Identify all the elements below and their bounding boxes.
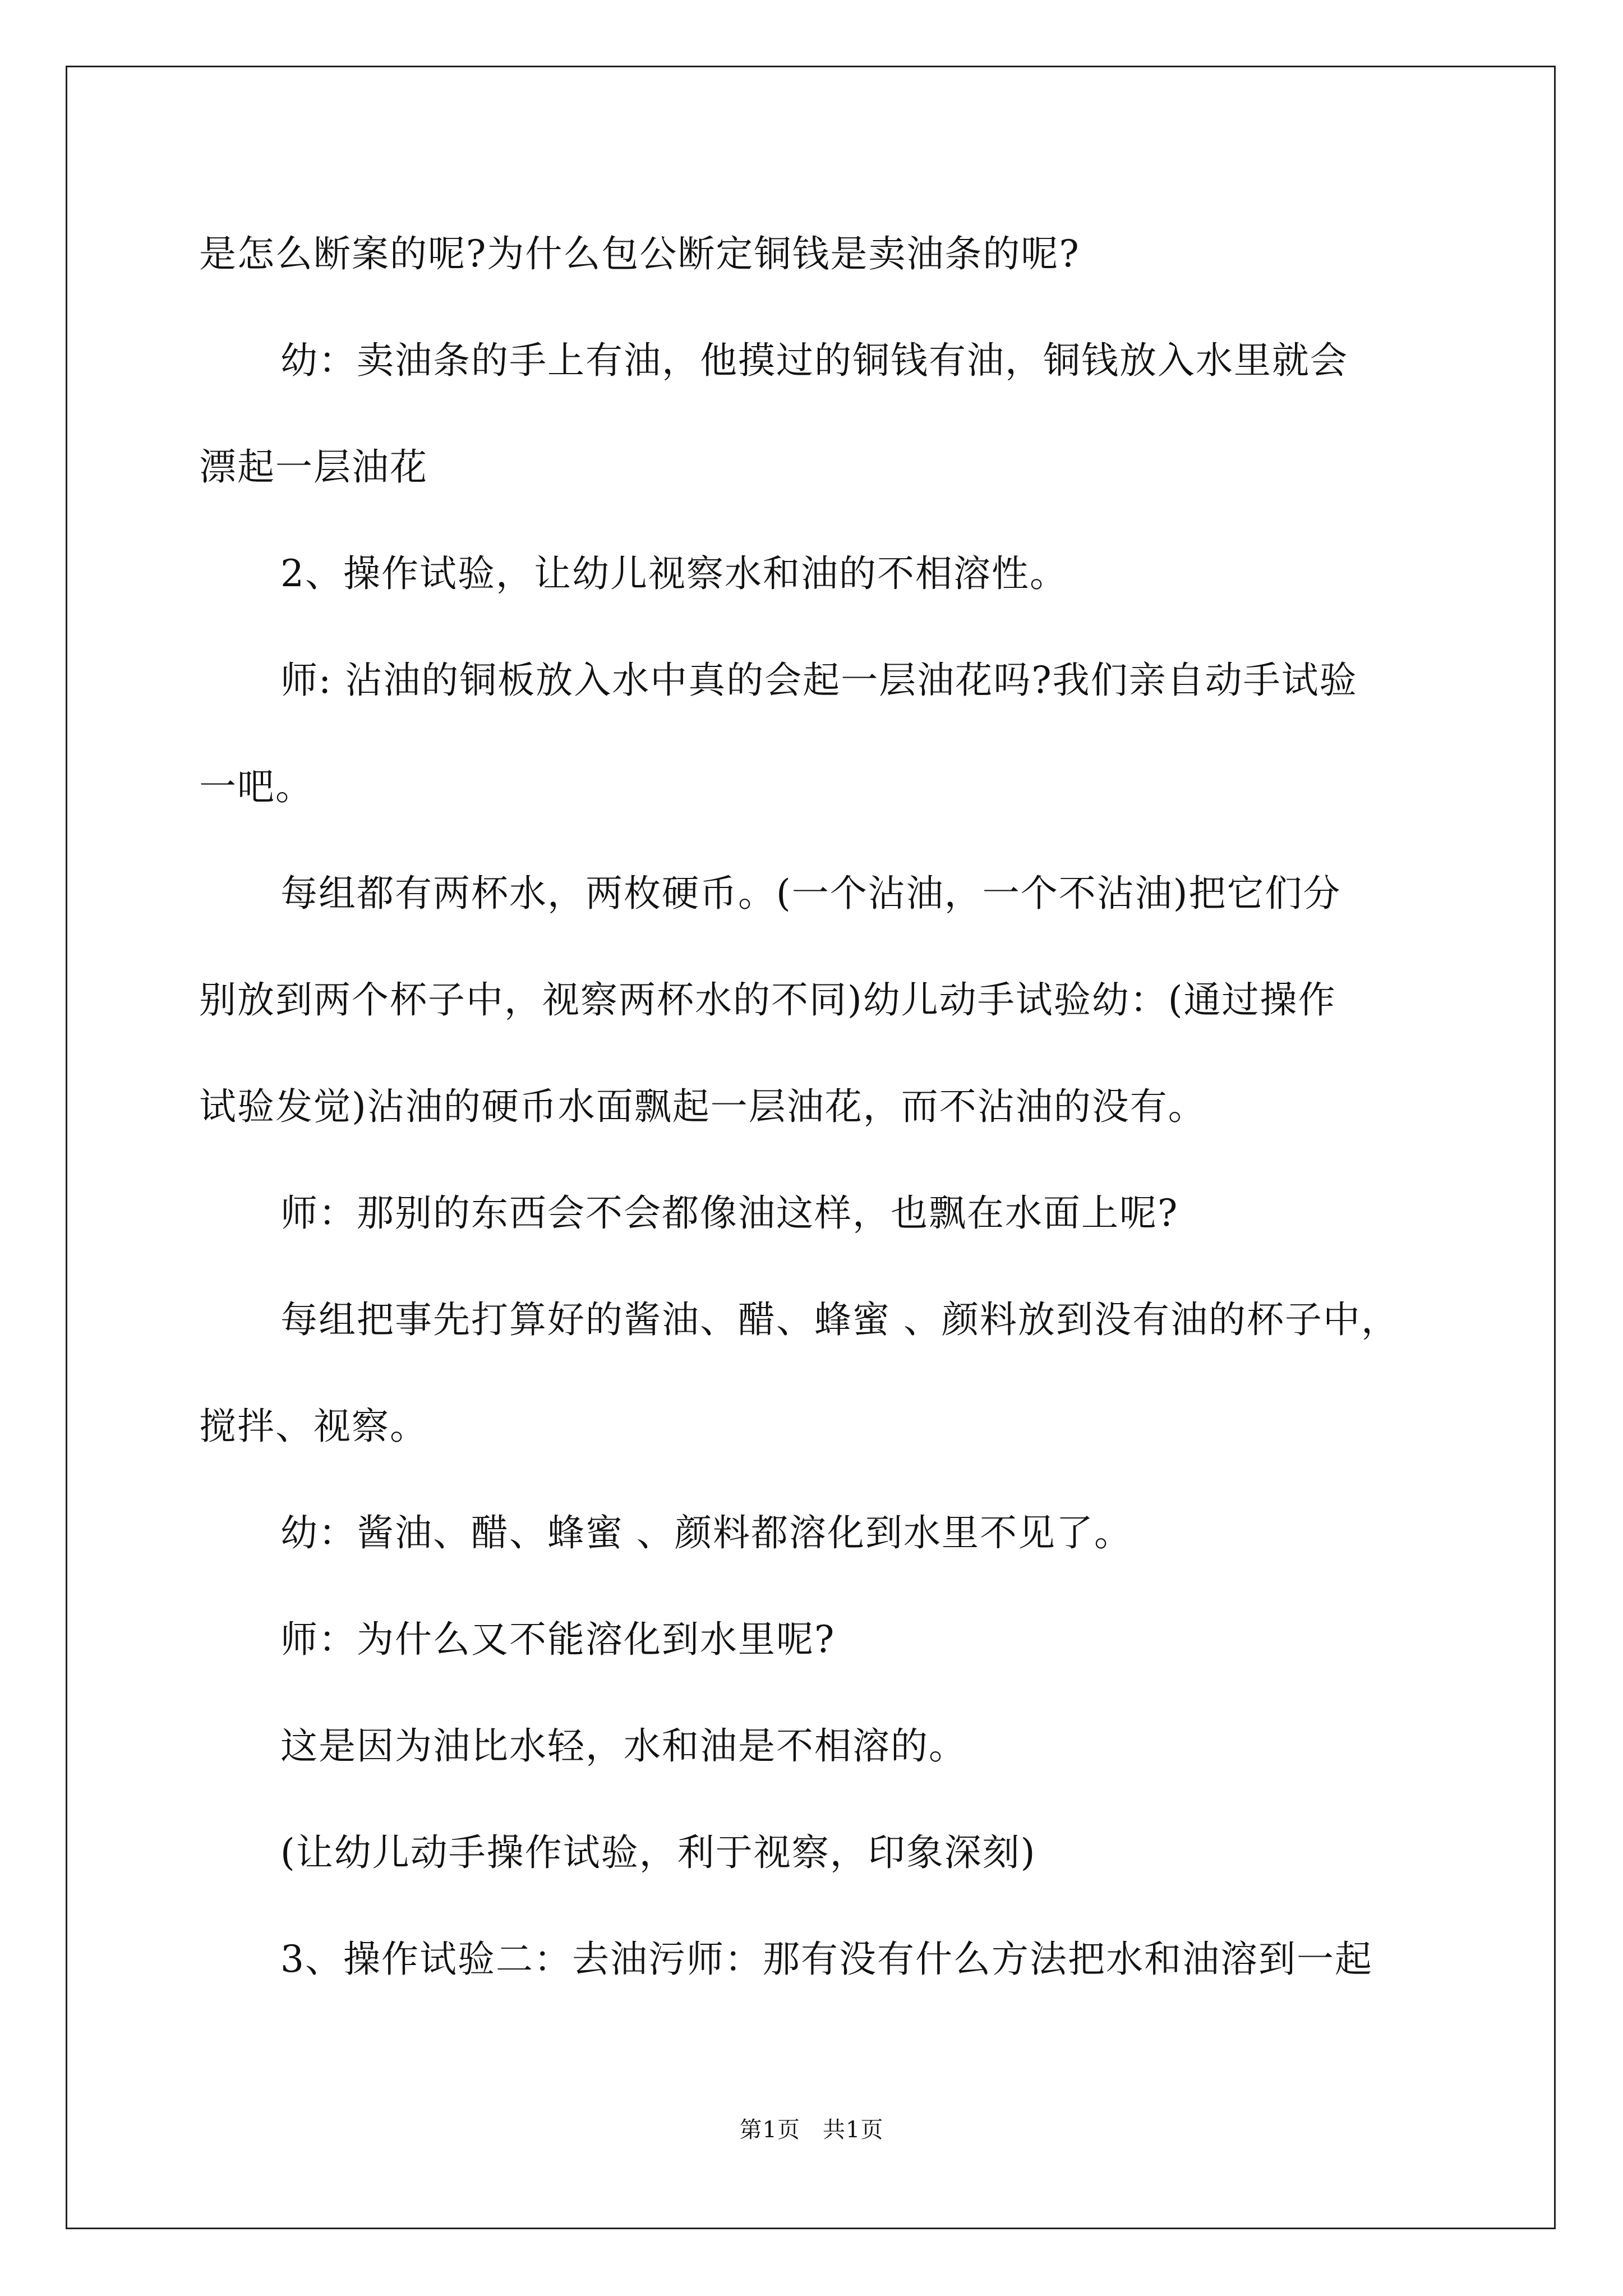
text-line: 每组把事先打算好的酱油、醋、蜂蜜 、颜料放到没有油的杯子中， (280, 1298, 1399, 1341)
page-frame (66, 66, 1556, 2229)
text-line: 这是因为油比水轻，水和油是不相溶的。 (280, 1724, 967, 1768)
text-line: 幼：卖油条的手上有油，他摸过的铜钱有油，铜钱放入水里就会 (280, 339, 1348, 382)
page-total: 共1页 (823, 2117, 884, 2143)
page-footer (0, 2116, 1623, 2144)
text-line: 漂起一层油花 (199, 445, 428, 489)
text-line: 每组都有两杯水，两枚硬币。(一个沾油，一个不沾油)把它们分 (280, 872, 1341, 915)
text-line: 师：为什么又不能溶化到水里呢? (280, 1618, 836, 1661)
text-line: 搅拌、视察。 (199, 1405, 428, 1448)
text-line: 试验发觉)沾油的硬币水面飘起一层油花，而不沾油的没有。 (199, 1085, 1206, 1128)
text-line: 2、操作试验，让幼儿视察水和油的不相溶性。 (280, 552, 1068, 595)
text-line: 一吧。 (199, 765, 313, 808)
text-line: 是怎么断案的呢?为什么包公断定铜钱是卖油条的呢? (199, 232, 1080, 275)
text-line: (让幼儿动手操作试验，利于视察，印象深刻) (280, 1831, 1036, 1874)
text-line: 师: 沾油的铜板放入水中真的会起一层油花吗?我们亲自动手试验 (280, 659, 1358, 702)
text-line: 师：那别的东西会不会都像油这样，也飘在水面上呢? (280, 1191, 1179, 1235)
text-line: 幼：酱油、醋、蜂蜜 、颜料都溶化到水里不见了。 (280, 1511, 1132, 1554)
text-line: 3、操作试验二：去油污师：那有没有什么方法把水和油溶到一起 (280, 1938, 1373, 1981)
text-line: 别放到两个杯子中，视察两杯水的不同)幼儿动手试验幼：(通过操作 (199, 978, 1336, 1022)
page-number: 第1页 (739, 2117, 800, 2143)
